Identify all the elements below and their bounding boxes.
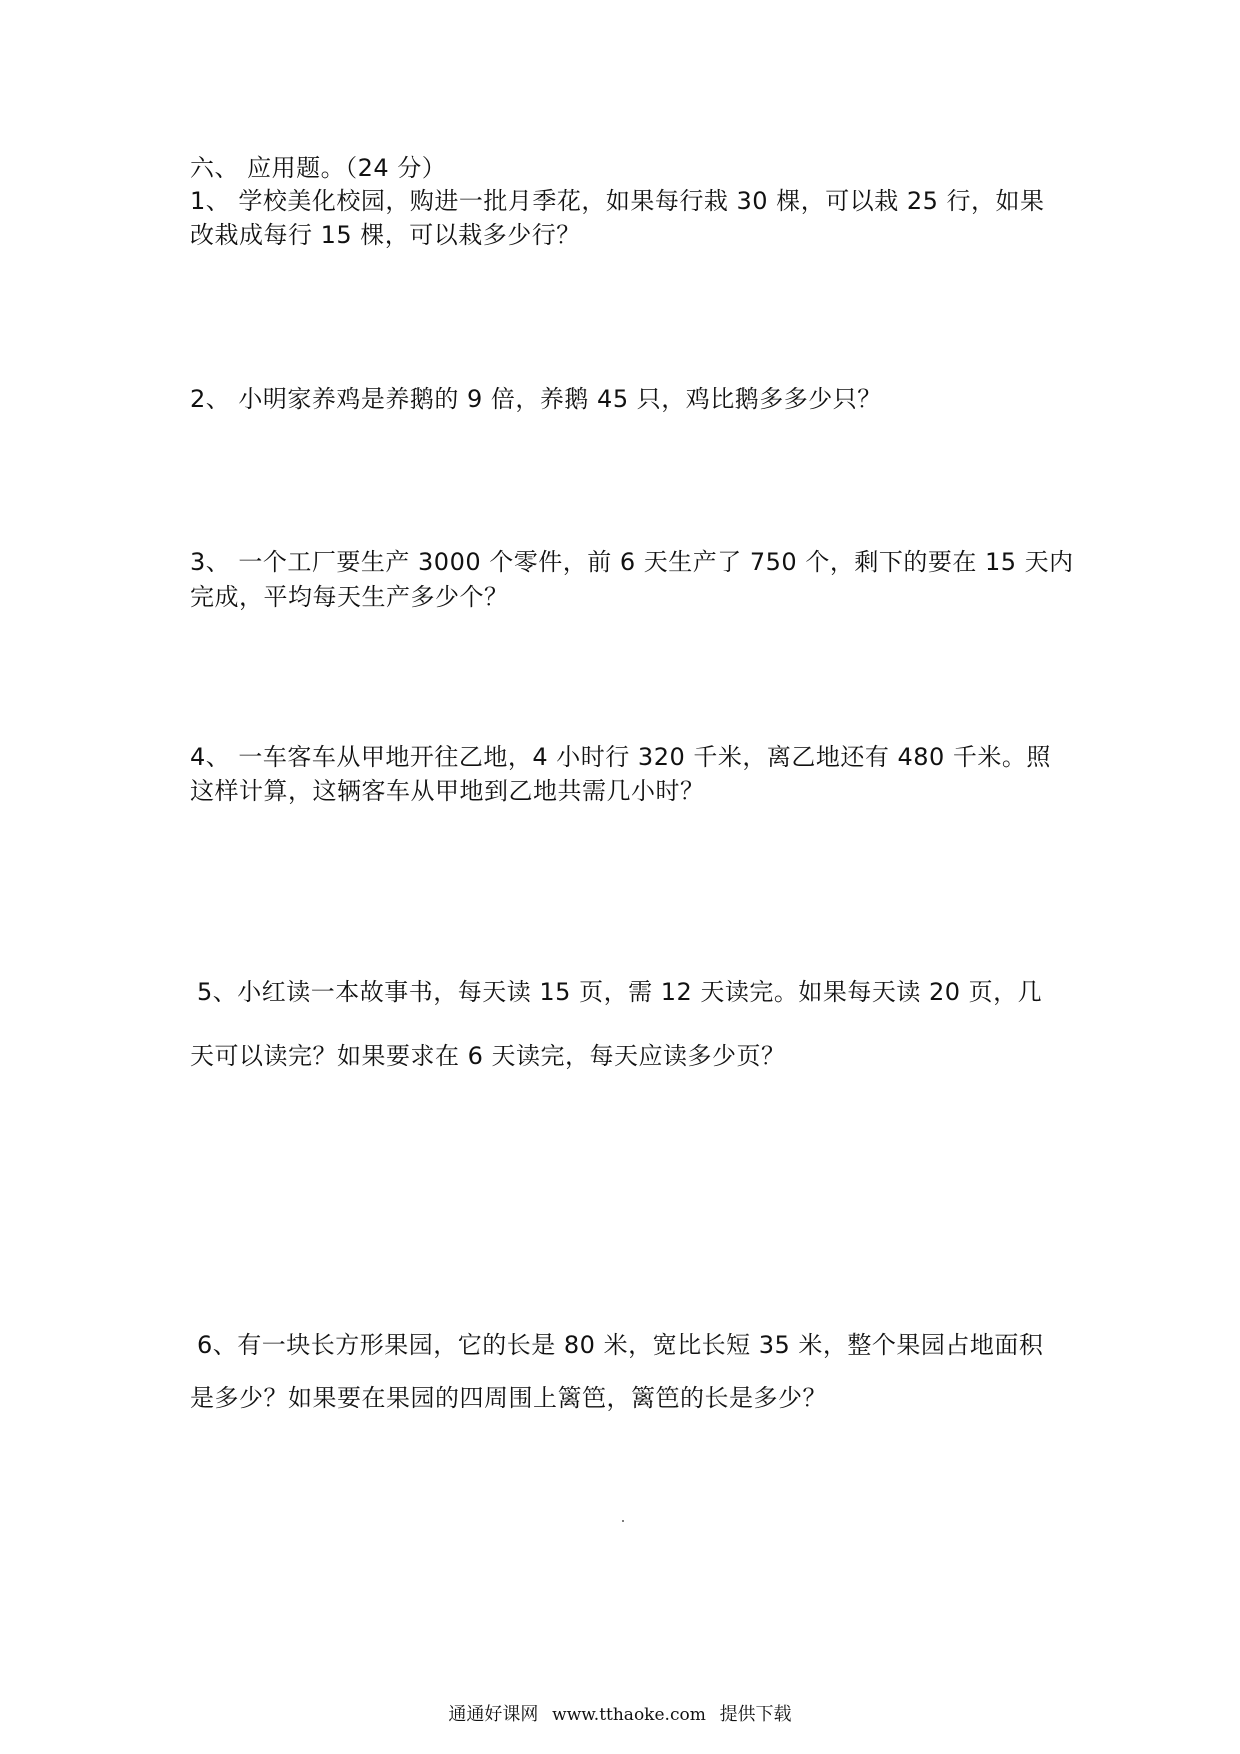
section-heading: 六、 应用题。（24 分） bbox=[190, 154, 447, 182]
question-5-line-1: 5、小红读一本故事书，每天读 15 页，需 12 天读完。如果每天读 20 页，几 bbox=[197, 978, 1043, 1006]
page-footer bbox=[0, 1703, 1240, 1727]
question-3-line-1: 3、 一个工厂要生产 3000 个零件，前 6 天生产了 750 个，剩下的要在 15 天内 bbox=[190, 548, 1074, 576]
question-6-line-1: 6、有一块长方形果园，它的长是 80 米，宽比长短 35 米，整个果园占地面积 bbox=[197, 1331, 1044, 1359]
question-1-line-2: 改栽成每行 15 棵，可以栽多少行？ bbox=[190, 221, 581, 249]
footer-note: 提供下载 bbox=[719, 1704, 792, 1725]
footer-site-name: 通通好课网 bbox=[448, 1704, 539, 1725]
question-4-line-1: 4、 一车客车从甲地开往乙地，4 小时行 320 千米，离乙地还有 480 千米。照 bbox=[190, 743, 1051, 771]
footer-url[interactable]: www.tthaoke.com bbox=[552, 1705, 706, 1725]
question-4-line-2: 这样计算，这辆客车从甲地到乙地共需几小时？ bbox=[190, 777, 705, 805]
question-2-line-1: 2、 小明家养鸡是养鹅的 9 倍，养鹅 45 只，鸡比鹅多多少只？ bbox=[190, 385, 882, 413]
question-6-line-2: 是多少？如果要在果园的四周围上篱笆，篱笆的长是多少？ bbox=[190, 1384, 827, 1412]
question-5-line-2: 天可以读完？如果要求在 6 天读完，每天应读多少页？ bbox=[190, 1042, 786, 1070]
question-1-line-1: 1、 学校美化校园，购进一批月季花，如果每行栽 30 棵，可以栽 25 行，如果 bbox=[190, 187, 1045, 215]
question-3-line-2: 完成，平均每天生产多少个？ bbox=[190, 583, 509, 611]
scan-speck bbox=[622, 1520, 624, 1522]
